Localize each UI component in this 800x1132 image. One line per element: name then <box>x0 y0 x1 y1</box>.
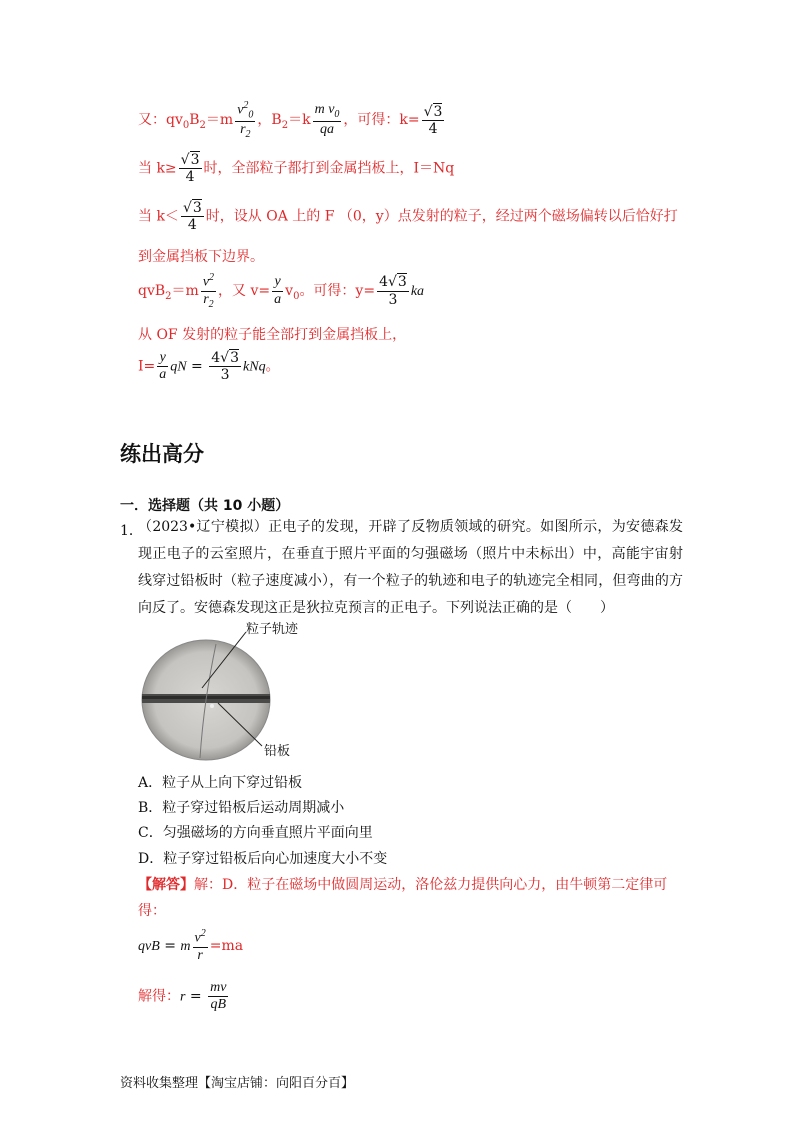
solution-line-6: 从 OF 发射的粒子能全部打到金属挡板上， <box>138 327 407 343</box>
option-d: D．粒子穿过铅板后向心加速度大小不变 <box>138 851 388 867</box>
option-b: B．粒子穿过铅板后运动周期减小 <box>138 800 345 816</box>
answer-line-2: 得： <box>138 903 166 919</box>
solution-line-7: I= $\frac{y}{a}$ qN = $\frac{4√3}{3}$ kNq。 <box>138 350 280 384</box>
solution-line-1: 又：$qv_0B_2=m$ $\frac{v^2_0}{r_2}$ ，$B_2=k$ $\frac{m v_0}{qa}$ ，可得：k= $\frac{√3}{4}$ <box>138 100 443 140</box>
question-number: 1． <box>120 523 143 539</box>
answer-tag: 【解答】 <box>138 877 194 893</box>
solution-line-4: 到金属挡板下边界。 <box>138 249 264 265</box>
solution-line-2: 当 k≥ $\frac{√3}{4}$ 时，全部粒子都打到金属挡板上，I＝Nq <box>138 152 455 186</box>
cloud-chamber-figure <box>138 618 298 768</box>
figure-label-lead-plate: 铅板 <box>264 744 291 759</box>
question-section-title: 一．选择题（共 10 小题） <box>120 498 290 514</box>
answer-line: 【解答】解：D．粒子在磁场中做圆周运动，洛伦兹力提供向心力，由牛顿第二定律可 <box>138 877 668 893</box>
section-heading: 练出高分 <box>120 442 204 466</box>
option-c: C．匀强磁场的方向垂直照片平面向里 <box>138 825 373 841</box>
solution-line-5: qvB$_2$＝m $\frac{v^2}{r_2}$ ，又 v= $\frac{y}{a}$ $v_0$。可得：y= $\frac{4√3}{3}$ ka <box>138 272 425 310</box>
equation-1: qvB = m $\frac{v^2}{r}$ =ma <box>138 928 244 963</box>
figure-label-particle-track: 粒子轨迹 <box>246 622 299 637</box>
option-a: A．粒子从上向下穿过铅板 <box>138 775 303 791</box>
solution-line-3: 当 k＜ $\frac{√3}{4}$ 时，设从 OA 上的 F （0，y）点发射的粒子，经过两个磁场偏转以后恰好打 <box>138 200 678 234</box>
page-footer: 资料收集整理【淘宝店铺：向阳百分百】 <box>120 1076 355 1091</box>
equation-2: 解得：r = $\frac{mv}{qB}$ <box>138 980 227 1013</box>
question-text: （2023•辽宁模拟）正电子的发现，开辟了反物质领域的研究。如图所示，为安德森发现正电子的云室照片，在垂直于照片平面的匀强磁场（照片中未标出）中，高能宇宙射线穿过铅板时（粒子速度减小），有一个粒子的轨迹和电子的轨迹完全相同，但弯曲的方向反了。安德森发现这正是狄拉克预言的正电子。下列说法正确的是（ ） <box>138 519 683 616</box>
